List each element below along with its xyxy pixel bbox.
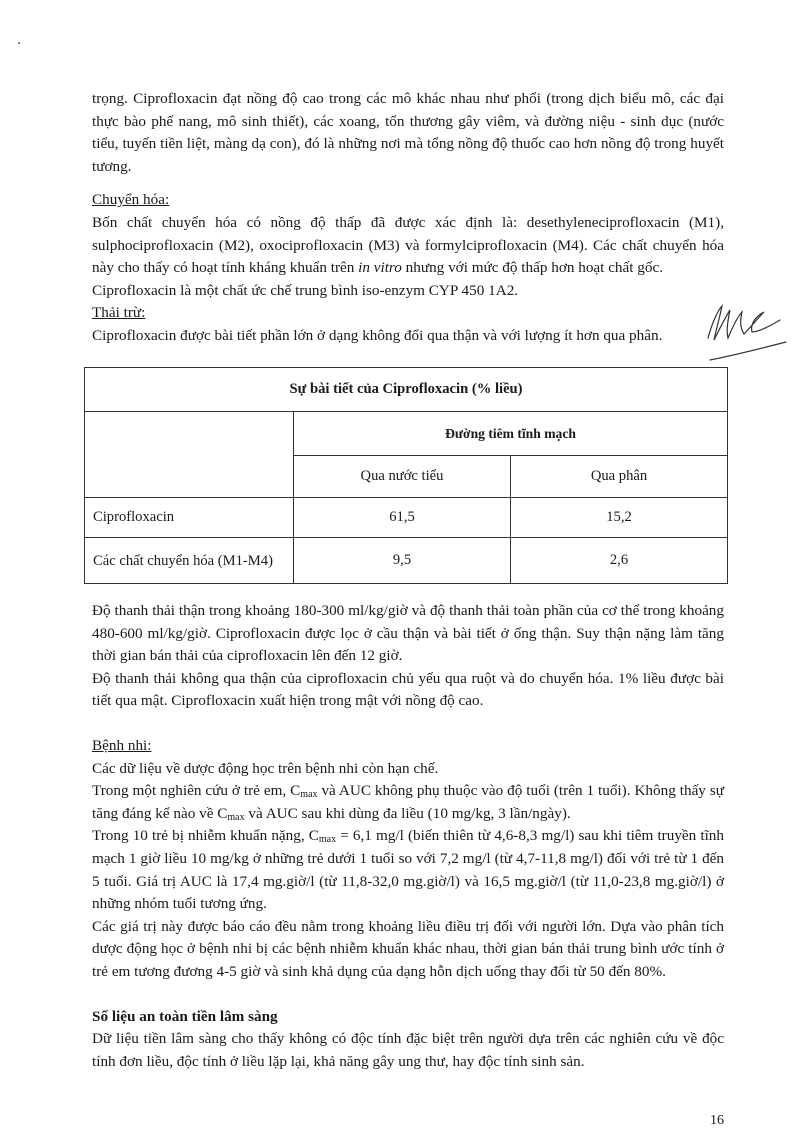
table-empty-header-cell	[85, 412, 294, 498]
pediatrics-paragraph-4: Các giá trị này được báo cáo đều nằm trong khoảng liều điều trị đối với người lớn. Dựa vào phân tích dược động học ở bệnh nhi bị các bệnh nhiễm khuẩn khác nhau, thời gian bán thải trung bình ước tính ở trẻ em tương đương 4-5 giờ và sinh khả dụng của dạng hỗn dịch uống thay đổi từ 50 đến 80%.	[92, 917, 724, 980]
pediatrics-heading: Bệnh nhi:	[92, 736, 152, 754]
preclinical-paragraph: Dữ liệu tiền lâm sàng cho thấy không có độc tính đặc biệt trên người dựa trên các nghiên cứu về độc tính đơn liều, độc tính ở liều lặp lại, khả năng gây ung thư, hay độc tính sinh sản.	[92, 1030, 724, 1070]
metabolism-cyp-paragraph: Ciprofloxacin là một chất ức chế trung bình iso-enzym CYP 450 1A2.	[92, 281, 519, 299]
intro-paragraph: trọng. Ciprofloxacin đạt nồng độ cao trong các mô khác nhau như phổi (trong dịch biểu mô, các đại thực bào phế nang, mô sinh thiết), các xoang, tổn thương gây viêm, và đường niệu - sinh dục (nước tiểu, tuyến tiền liệt, màng dạ con), đó là những nơi mà tổng nồng độ thuốc cao hơn nồng độ trong huyết tương.	[92, 90, 724, 175]
row-urine-value: 9,5	[294, 538, 511, 584]
metabolism-heading: Chuyển hóa:	[92, 191, 170, 209]
row-feces-value: 2,6	[511, 538, 728, 584]
page-number: 16	[710, 1113, 724, 1128]
row-feces-value: 15,2	[511, 498, 728, 538]
nonrenal-clearance-paragraph: Độ thanh thải không qua thận của ciprofloxacin chủ yếu qua ruột và do chuyển hóa. 1% liều được bài tiết qua mật. Ciprofloxacin xuất hiện trong mật với nồng độ cao.	[92, 669, 724, 710]
document-body-top	[92, 88, 724, 348]
document-body-bottom	[92, 600, 724, 1073]
excretion-table	[84, 367, 728, 584]
pediatrics-paragraph-2: Trong một nghiên cứu ở trẻ em, $C_{max}$ và AUC không phụ thuộc vào độ tuổi (trên 1 tuổi). Không thấy sự tăng đáng kể nào về $C_{max}$ và AUC sau khi dùng đa liều (10 mg/kg, 3 lần/ngày).	[92, 782, 724, 823]
pediatrics-paragraph-3: Trong 10 trẻ bị nhiễm khuẩn nặng, $C_{max} = 6,1$ mg/l (biến thiên từ 4,6-8,3 mg/l) sau khi tiêm truyền tĩnh mạch 1 giờ liều 10 mg/kg ở những trẻ dưới 1 tuổi so với 7,2 mg/l (từ 4,7-11,8 mg/l) đối với trẻ từ 1 đến 5 tuổi. Giá trị AUC là 17,4 mg.giờ/l (từ 11,8-32,0 mg.giờ/l) và 16,5 mg.giờ/l (từ 11,0-23,8 mg.giờ/l) ở những nhóm tuổi tương ứng.	[92, 827, 724, 913]
handwritten-signature	[700, 298, 790, 368]
table-row	[85, 498, 728, 538]
table-title: Sự bài tiết của Ciprofloxacin (% liều)	[85, 368, 728, 412]
row-name: Các chất chuyển hóa (M1-M4)	[85, 538, 294, 584]
elimination-heading: Thải trừ:	[92, 304, 146, 322]
table-title-row	[85, 368, 728, 412]
clearance-paragraph: Độ thanh thải thận trong khoảng 180-300 ml/kg/giờ và độ thanh thải toàn phần của cơ thể trong khoảng 480-600 ml/kg/giờ. Ciprofloxacin được lọc ở cầu thận và bài tiết ở ống thận. Suy thận nặng làm tăng thời gian bán thải của ciprofloxacin lên đến 12 giờ.	[92, 602, 724, 665]
row-urine-value: 61,5	[294, 498, 511, 538]
row-name: Ciprofloxacin	[85, 498, 294, 538]
scan-speck	[18, 42, 20, 44]
elimination-paragraph: Ciprofloxacin được bài tiết phần lớn ở dạng không đổi qua thận và với lượng ít hơn qua phân.	[92, 326, 663, 344]
table-route-row	[85, 412, 728, 456]
table-route-header: Đường tiêm tĩnh mạch	[294, 412, 728, 456]
table-col-feces: Qua phân	[511, 456, 728, 498]
table-row	[85, 538, 728, 584]
preclinical-heading: Số liệu an toàn tiền lâm sàng	[92, 1007, 278, 1025]
table-col-urine: Qua nước tiểu	[294, 456, 511, 498]
metabolism-paragraph: Bốn chất chuyển hóa có nồng độ thấp đã được xác định là: desethyleneciprofloxacin (M1), sulphociprofloxacin (M2), oxociprofloxacin (M3) và formylciprofloxacin (M4). Các chất chuyển hóa này cho thấy có hoạt tính kháng khuẩn trên in vitro nhưng với mức độ thấp hơn hoạt chất gốc.	[92, 213, 724, 277]
pediatrics-paragraph-1: Các dữ liệu về dược động học trên bệnh nhi còn hạn chế.	[92, 759, 439, 777]
